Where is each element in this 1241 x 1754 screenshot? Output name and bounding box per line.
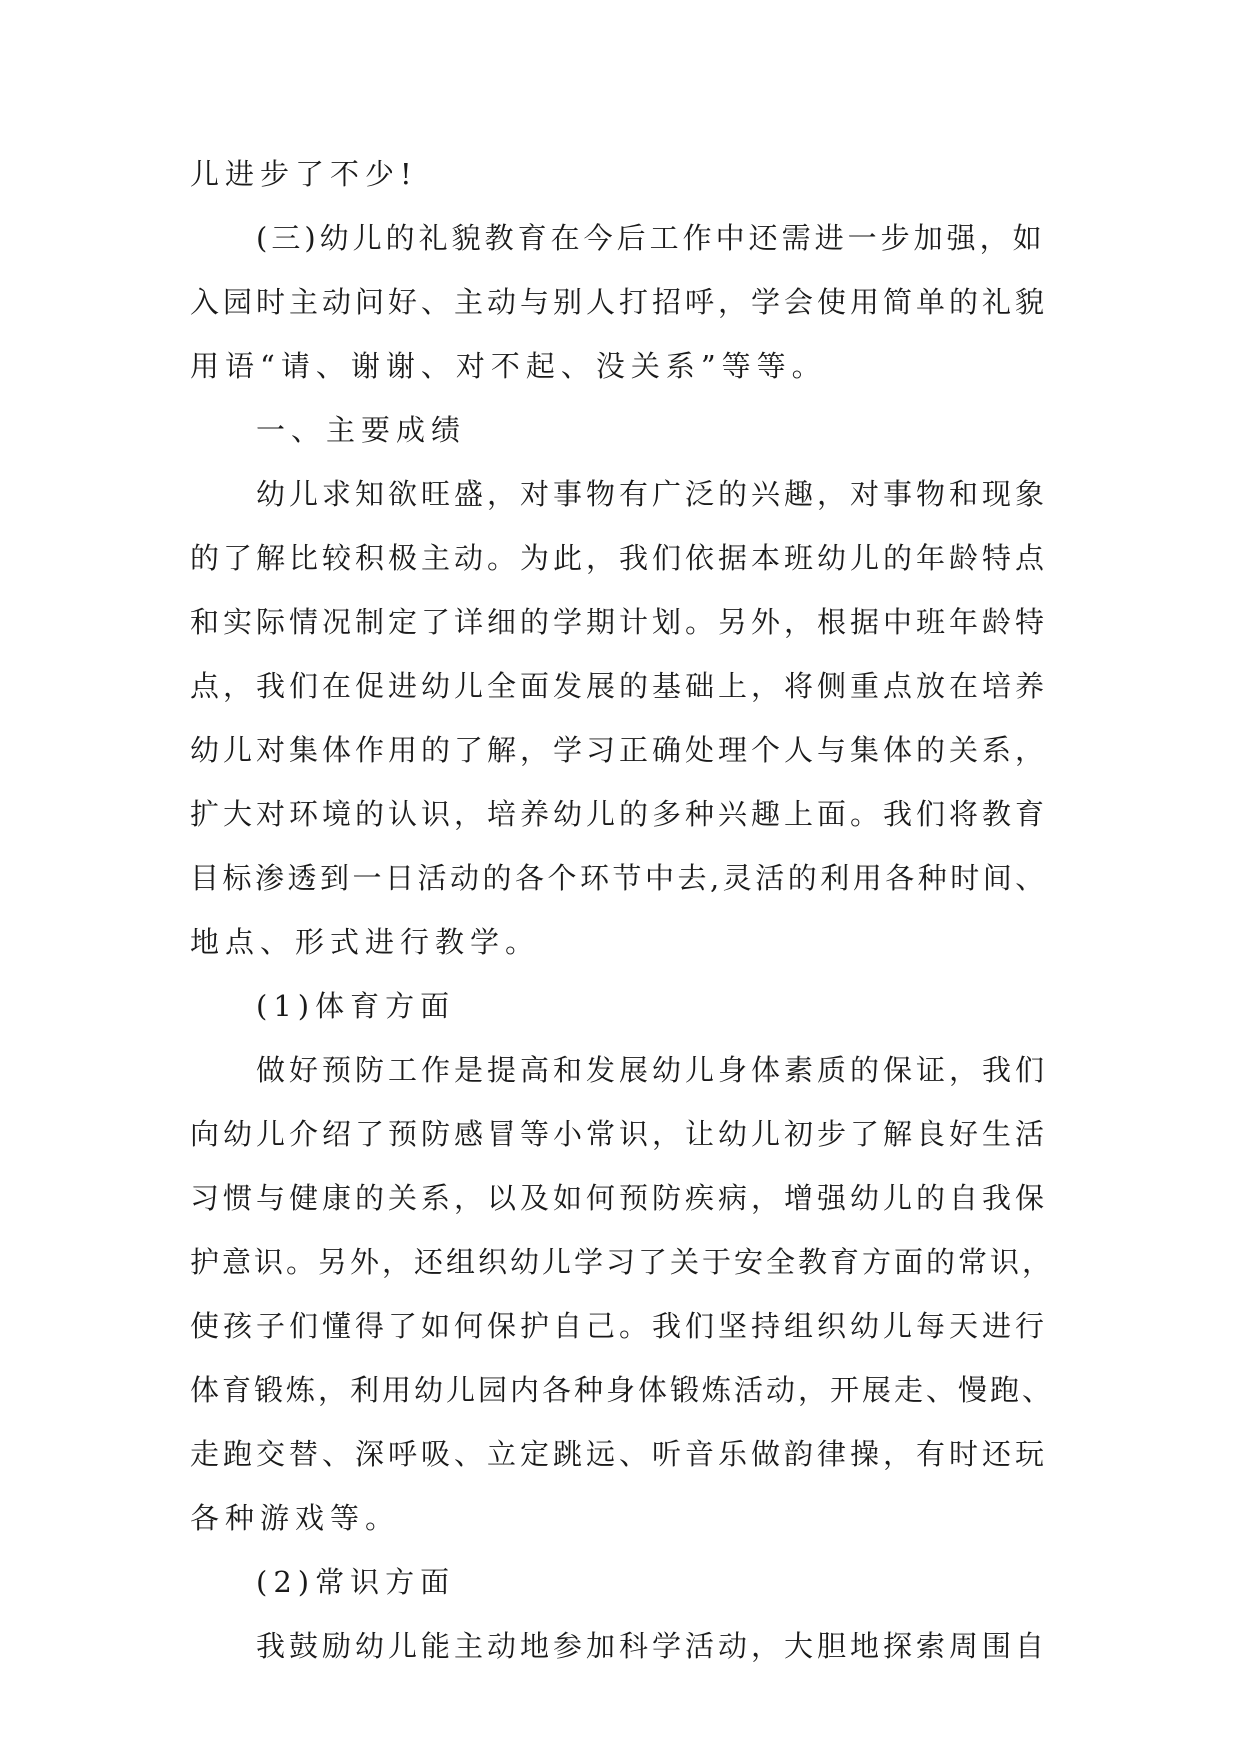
text-line: 习惯与健康的关系，以及如何预防疾病，增强幼儿的自我保: [190, 1181, 1049, 1215]
text-line: 点，我们在促进幼儿全面发展的基础上，将侧重点放在培养: [190, 669, 1049, 703]
text-line: 的了解比较积极主动。为此，我们依据本班幼儿的年龄特点: [190, 541, 1049, 575]
text-line: 扩大对环境的认识，培养幼儿的多种兴趣上面。我们将教育: [190, 797, 1049, 831]
subsection-heading: (2)常识方面: [256, 1565, 456, 1599]
text-line: 护意识。另外，还组织幼儿学习了关于安全教育方面的常识，: [190, 1245, 1055, 1279]
text-line: 向幼儿介绍了预防感冒等小常识，让幼儿初步了解良好生活: [190, 1117, 1049, 1151]
text-line: 和实际情况制定了详细的学期计划。另外，根据中班年龄特: [190, 605, 1049, 639]
text-line: 用语“请、谢谢、对不起、没关系”等等。: [190, 349, 827, 383]
text-line: 地点、形式进行教学。: [190, 925, 541, 959]
text-line: 使孩子们懂得了如何保护自己。我们坚持组织幼儿每天进行: [190, 1309, 1049, 1343]
text-line: 做好预防工作是提高和发展幼儿身体素质的保证，我们: [256, 1053, 1049, 1087]
text-line: 幼儿求知欲旺盛，对事物有广泛的兴趣，对事物和现象: [256, 477, 1049, 511]
text-line: 儿进步了不少!: [190, 157, 418, 191]
text-line: 我鼓励幼儿能主动地参加科学活动，大胆地探索周围自: [256, 1629, 1049, 1663]
text-line: 幼儿对集体作用的了解，学习正确处理个人与集体的关系，: [190, 733, 1049, 767]
text-line: 各种游戏等。: [190, 1501, 401, 1535]
text-line: 入园时主动问好、主动与别人打招呼，学会使用简单的礼貌: [190, 285, 1049, 319]
section-heading: 一、主要成绩: [256, 413, 467, 447]
text-line: (三)幼儿的礼貌教育在今后工作中还需进一步加强，如: [256, 221, 1046, 255]
subsection-heading: (1)体育方面: [256, 989, 456, 1023]
text-line: 体育锻炼，利用幼儿园内各种身体锻炼活动，开展走、慢跑、: [190, 1373, 1055, 1407]
text-line: 走跑交替、深呼吸、立定跳远、听音乐做韵律操，有时还玩: [190, 1437, 1049, 1471]
text-line: 目标渗透到一日活动的各个环节中去,灵活的利用各种时间、: [190, 861, 1048, 895]
